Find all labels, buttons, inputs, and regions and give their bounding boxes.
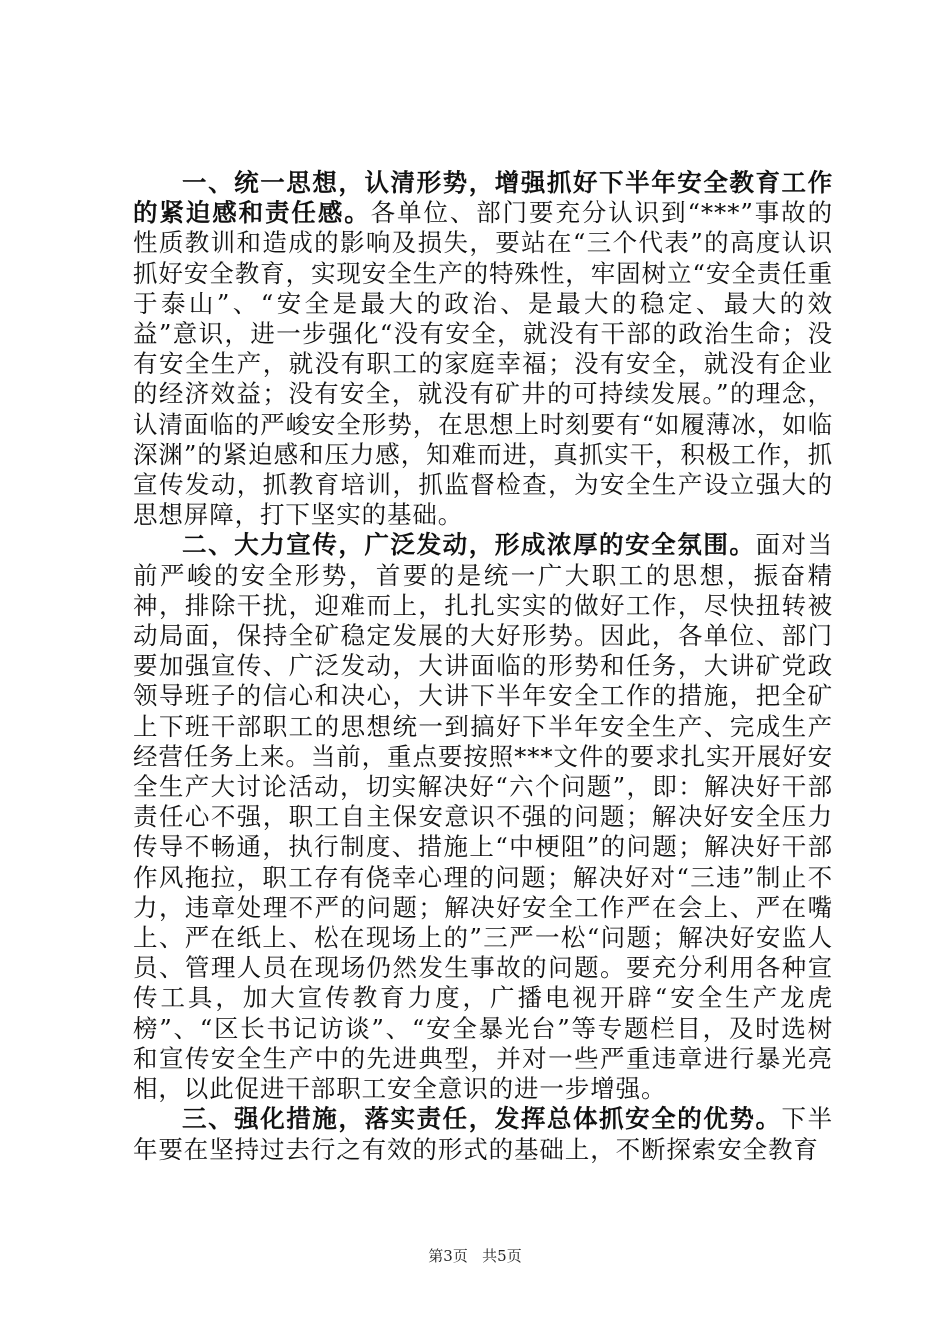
paragraph-2-heading: 二、大力宣传，广泛发动，形成浓厚的安全氛围。 <box>182 530 756 560</box>
paragraph-1-heading: 一、统一思想，认清形势，增强抓好下半年安全教育工作的紧迫感和责任感。 <box>133 168 833 228</box>
page-number: 第3页 <box>428 1247 468 1265</box>
paragraph-1 <box>133 168 833 530</box>
paragraph-2 <box>133 530 833 1104</box>
paragraph-3-text: 下半年要在坚持过去行之有效的形式的基础上，不断探索安全教育 <box>133 1104 833 1164</box>
paragraph-3 <box>133 1104 833 1164</box>
page-total: 共5页 <box>482 1247 522 1265</box>
page-separator <box>473 1246 478 1266</box>
page-footer <box>0 1246 950 1266</box>
document-body <box>133 168 833 1165</box>
paragraph-3-heading: 三、强化措施，落实责任，发挥总体抓安全的优势。 <box>182 1104 782 1134</box>
paragraph-2-text: 面对当前严峻的安全形势，首要的是统一广大职工的思想，振奋精神，排除干扰，迎难而上，扎扎实实的做好工作，尽快扭转被动局面，保持全矿稳定发展的大好形势。因此，各单位、部门要加强宣传、广泛发动，大讲面临的形势和任务，大讲矿党政领导班子的信心和决心，大讲下半年安全工作的措施，把全矿上下班干部职工的思想统一到搞好下半年安全生产、完成生产经营任务上来。当前，重点要按照***文件的要求扎实开展好安全生产大讨论活动，切实解决好“六个问题”，即：解决好干部责任心不强，职工自主保安意识不强的问题；解决好安全压力传导不畅通，执行制度、措施上“中梗阻”的问题；解决好干部作风拖拉，职工存有侥幸心理的问题；解决好对“三违”制止不力，违章处理不严的问题；解决好安全工作严在会上、严在嘴上、严在纸上、松在现场上的”三严一松“问题；解决好安监人员、管理人员在现场仍然发生事故的问题。要充分利用各种宣传工具，加大宣传教育力度，广播电视开辟“安全生产龙虎榜”、“区长书记访谈”、“安全暴光台”等专题栏目，及时选树和宣传安全生产中的先进典型，并对一些严重违章进行暴光亮相，以此促进干部职工安全意识的进一步增强。 <box>133 530 833 1104</box>
paragraph-1-text: 各单位、部门要充分认识到“***”事故的性质教训和造成的影响及损失，要站在“三个代表”的高度认识抓好安全教育，实现安全生产的特殊性，牢固树立“安全责任重于泰山”、“安全是最大的政治、是最大的稳定、最大的效益”意识，进一步强化“没有安全，就没有干部的政治生命；没有安全生产，就没有职工的家庭幸福；没有安全，就没有企业的经济效益；没有安全，就没有矿井的可持续发展。”的理念，认清面临的严峻安全形势，在思想上时刻要有“如履薄冰，如临深渊”的紧迫感和压力感，知难而进，真抓实干，积极工作，抓宣传发动，抓教育培训，抓监督检查，为安全生产设立强大的思想屏障，打下坚实的基础。 <box>133 198 833 530</box>
